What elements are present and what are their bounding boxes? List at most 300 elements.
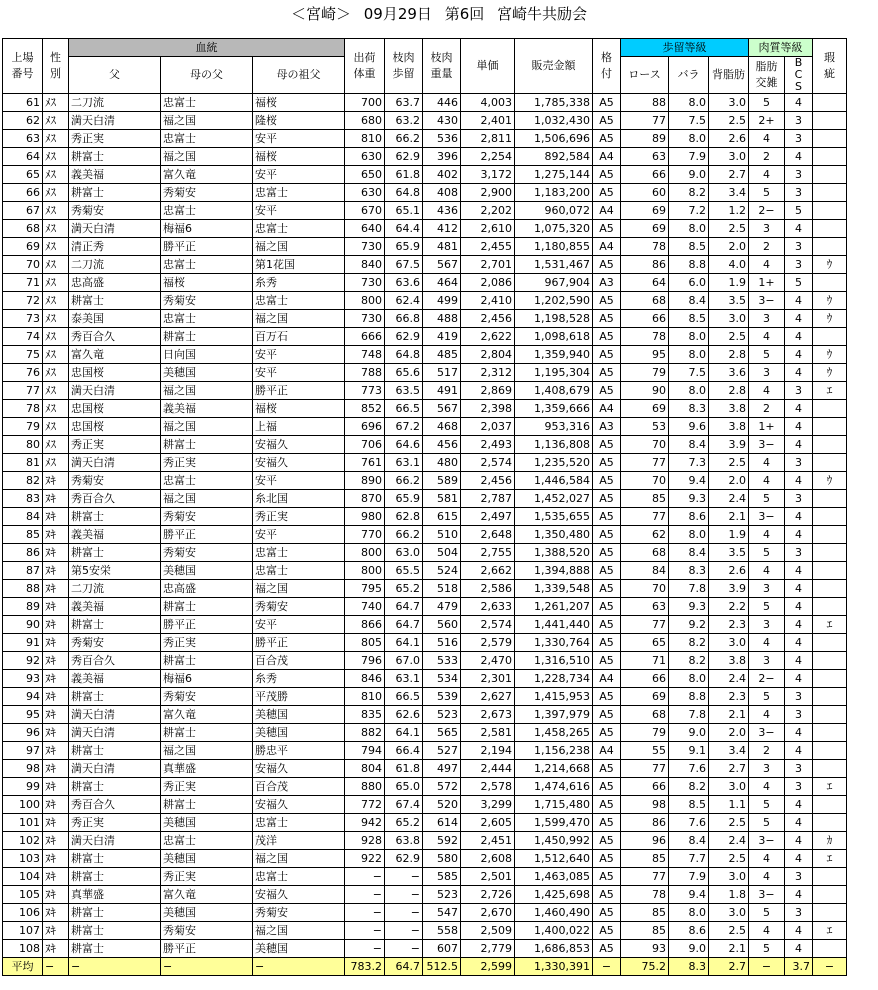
cell-defect — [813, 580, 847, 598]
cell-dam-sire: 福之国 — [161, 112, 253, 130]
cell-sales: 1,330,764 — [515, 634, 593, 652]
cell-sales: 1,075,320 — [515, 220, 593, 238]
cell-rib-eye: 79 — [621, 724, 669, 742]
cell-dam-grandsire: 安平 — [253, 472, 345, 490]
cell-grade: A5 — [593, 832, 621, 850]
cell-bcs: 3 — [785, 256, 813, 274]
cell-sales: 1,359,666 — [515, 400, 593, 418]
cell-live-weight: 706 — [345, 436, 385, 454]
cell-defect — [813, 112, 847, 130]
table-row — [3, 868, 847, 886]
cell-live-weight: 630 — [345, 148, 385, 166]
cell-dam-grandsire: 安福久 — [253, 796, 345, 814]
cell-carcass-weight: 480 — [423, 454, 461, 472]
cell-sex: ﾇｷ — [43, 598, 69, 616]
cell-dam-grandsire: 糸秀 — [253, 274, 345, 292]
cell-carcass-weight: 567 — [423, 400, 461, 418]
cell-live-weight: 942 — [345, 814, 385, 832]
cell-sex: ﾒｽ — [43, 274, 69, 292]
cell-lot: 82 — [3, 472, 43, 490]
cell-back-fat: 3.0 — [709, 634, 749, 652]
cell-rib-thick: 7.8 — [669, 580, 709, 598]
cell-dam-grandsire: 美穂国 — [253, 724, 345, 742]
cell-grade: A5 — [593, 184, 621, 202]
col-lot: 上場 番号 — [3, 39, 43, 94]
cell-dam-grandsire: 安平 — [253, 202, 345, 220]
cell-marbling: 3− — [749, 832, 785, 850]
cell-back-fat: 3.0 — [709, 310, 749, 328]
cell-sales: 1,275,144 — [515, 166, 593, 184]
cell-live-weight: 800 — [345, 562, 385, 580]
cell-back-fat: 1.9 — [709, 526, 749, 544]
col-marbling: 脂肪 交雑 — [749, 57, 785, 94]
cell-bcs: 3 — [785, 490, 813, 508]
cell-rib-eye: 60 — [621, 184, 669, 202]
cell-grade: A5 — [593, 94, 621, 112]
avg-sire: − — [69, 958, 161, 976]
cell-marbling: 5 — [749, 184, 785, 202]
table-row — [3, 274, 847, 292]
cell-sex: ﾇｷ — [43, 652, 69, 670]
cell-sire: 秀百合久 — [69, 796, 161, 814]
cell-lot: 69 — [3, 238, 43, 256]
cell-defect — [813, 184, 847, 202]
cell-rib-thick: 7.9 — [669, 148, 709, 166]
cell-sales: 1,535,655 — [515, 508, 593, 526]
cell-dam-grandsire: 茂洋 — [253, 832, 345, 850]
cell-live-weight: 761 — [345, 454, 385, 472]
table-row — [3, 148, 847, 166]
cell-grade: A5 — [593, 490, 621, 508]
cell-live-weight: 730 — [345, 238, 385, 256]
cell-sire: 耕富士 — [69, 904, 161, 922]
cell-yield-pct: 62.9 — [385, 328, 423, 346]
cell-sex: ﾇｷ — [43, 706, 69, 724]
cell-live-weight: 928 — [345, 832, 385, 850]
cell-sales: 1,032,430 — [515, 112, 593, 130]
cell-dam-sire: 義美福 — [161, 400, 253, 418]
cell-unit-price: 2,455 — [461, 238, 515, 256]
cell-carcass-weight: 539 — [423, 688, 461, 706]
cell-rib-thick: 9.2 — [669, 616, 709, 634]
cell-carcass-weight: 607 — [423, 940, 461, 958]
cell-lot: 92 — [3, 652, 43, 670]
cell-yield-pct: − — [385, 886, 423, 904]
cell-sex: ﾇｷ — [43, 562, 69, 580]
cell-dam-sire: 秀菊安 — [161, 292, 253, 310]
col-defect: 瑕 疵 — [813, 39, 847, 94]
cell-live-weight: 880 — [345, 778, 385, 796]
average-row — [3, 958, 847, 976]
cell-live-weight: 795 — [345, 580, 385, 598]
cell-marbling: 4 — [749, 868, 785, 886]
cell-sire: 満天白清 — [69, 832, 161, 850]
table-row — [3, 652, 847, 670]
cell-defect — [813, 202, 847, 220]
cell-sales: 1,195,304 — [515, 364, 593, 382]
cell-sex: ﾇｷ — [43, 616, 69, 634]
cell-lot: 80 — [3, 436, 43, 454]
table-row — [3, 706, 847, 724]
table-body — [3, 94, 847, 976]
cell-sire: 秀正実 — [69, 436, 161, 454]
cell-bcs: 4 — [785, 634, 813, 652]
cell-dam-sire: 秀正実 — [161, 868, 253, 886]
cell-lot: 99 — [3, 778, 43, 796]
cell-back-fat: 1.8 — [709, 886, 749, 904]
cell-sire: 忠高盛 — [69, 274, 161, 292]
cell-marbling: 3− — [749, 436, 785, 454]
cell-defect — [813, 598, 847, 616]
cell-rib-eye: 93 — [621, 940, 669, 958]
cell-unit-price: 2,497 — [461, 508, 515, 526]
cell-rib-thick: 8.0 — [669, 328, 709, 346]
avg-carcass-weight: 512.5 — [423, 958, 461, 976]
cell-sales: 1,359,940 — [515, 346, 593, 364]
cell-lot: 105 — [3, 886, 43, 904]
cell-dam-grandsire: 福桜 — [253, 148, 345, 166]
cell-sex: ﾇｷ — [43, 580, 69, 598]
cell-dam-sire: 耕富士 — [161, 436, 253, 454]
avg-dam-sire: − — [161, 958, 253, 976]
cell-rib-thick: 7.7 — [669, 850, 709, 868]
cell-unit-price: 2,301 — [461, 670, 515, 688]
avg-back-fat: 2.7 — [709, 958, 749, 976]
cell-back-fat: 2.3 — [709, 688, 749, 706]
cell-dam-grandsire: 安福久 — [253, 436, 345, 454]
cell-sire: 秀菊安 — [69, 634, 161, 652]
table-row — [3, 670, 847, 688]
cell-carcass-weight: 572 — [423, 778, 461, 796]
cell-sales: 1,214,668 — [515, 760, 593, 778]
cell-marbling: 4 — [749, 454, 785, 472]
cell-unit-price: 2,610 — [461, 220, 515, 238]
cell-sire: 耕富士 — [69, 544, 161, 562]
table-row — [3, 940, 847, 958]
cell-live-weight: 810 — [345, 688, 385, 706]
cell-rib-eye: 62 — [621, 526, 669, 544]
cell-dam-grandsire: 美穂国 — [253, 940, 345, 958]
cell-sales: 1,202,590 — [515, 292, 593, 310]
cell-sex: ﾒｽ — [43, 310, 69, 328]
cell-dam-grandsire: 忠富士 — [253, 562, 345, 580]
table-row — [3, 202, 847, 220]
cell-back-fat: 2.5 — [709, 220, 749, 238]
table-row — [3, 778, 847, 796]
table-row — [3, 562, 847, 580]
cell-yield-pct: 63.8 — [385, 832, 423, 850]
cell-sex: ﾇｷ — [43, 688, 69, 706]
cell-back-fat: 3.6 — [709, 364, 749, 382]
cell-rib-eye: 69 — [621, 688, 669, 706]
cell-rib-eye: 69 — [621, 400, 669, 418]
cell-marbling: 4 — [749, 328, 785, 346]
cell-rib-thick: 7.5 — [669, 364, 709, 382]
cell-rib-eye: 77 — [621, 760, 669, 778]
cell-back-fat: 2.5 — [709, 814, 749, 832]
cell-carcass-weight: 592 — [423, 832, 461, 850]
cell-sire: 義美福 — [69, 598, 161, 616]
cell-sales: 1,350,480 — [515, 526, 593, 544]
cell-live-weight: 730 — [345, 274, 385, 292]
cell-unit-price: 2,755 — [461, 544, 515, 562]
cell-marbling: 4 — [749, 850, 785, 868]
cell-rib-eye: 65 — [621, 634, 669, 652]
table-row — [3, 112, 847, 130]
cell-unit-price: 2,586 — [461, 580, 515, 598]
cell-marbling: 4 — [749, 382, 785, 400]
col-dam-sire: 母の父 — [161, 57, 253, 94]
table-row — [3, 292, 847, 310]
cell-marbling: 3− — [749, 508, 785, 526]
cell-bcs: 4 — [785, 814, 813, 832]
cell-lot: 102 — [3, 832, 43, 850]
cell-marbling: 3 — [749, 220, 785, 238]
cell-live-weight: − — [345, 886, 385, 904]
cell-defect: ｳ — [813, 364, 847, 382]
cell-bcs: 4 — [785, 400, 813, 418]
cell-sire: 耕富士 — [69, 940, 161, 958]
cell-rib-eye: 71 — [621, 652, 669, 670]
cell-sex: ﾇｷ — [43, 814, 69, 832]
cell-dam-sire: 梅福6 — [161, 670, 253, 688]
cell-rib-eye: 63 — [621, 148, 669, 166]
cell-sire: 二刀流 — [69, 256, 161, 274]
cell-bcs: 4 — [785, 562, 813, 580]
cell-unit-price: 2,398 — [461, 400, 515, 418]
cell-lot: 88 — [3, 580, 43, 598]
avg-lot: 平均 — [3, 958, 43, 976]
cell-rib-thick: 8.4 — [669, 544, 709, 562]
cell-marbling: 3 — [749, 760, 785, 778]
cell-dam-grandsire: 勝平正 — [253, 634, 345, 652]
cell-rib-eye: 96 — [621, 832, 669, 850]
cell-yield-pct: 64.6 — [385, 436, 423, 454]
cell-yield-pct: 65.2 — [385, 814, 423, 832]
cell-bcs: 4 — [785, 922, 813, 940]
cell-live-weight: 650 — [345, 166, 385, 184]
cell-back-fat: 2.4 — [709, 832, 749, 850]
cell-lot: 62 — [3, 112, 43, 130]
cell-grade: A5 — [593, 472, 621, 490]
cell-bcs: 5 — [785, 274, 813, 292]
cell-yield-pct: 65.9 — [385, 238, 423, 256]
cell-bcs: 4 — [785, 346, 813, 364]
table-row — [3, 382, 847, 400]
cell-sex: ﾇｷ — [43, 760, 69, 778]
cell-bcs: 4 — [785, 418, 813, 436]
cell-sex: ﾒｽ — [43, 454, 69, 472]
cell-lot: 77 — [3, 382, 43, 400]
cell-live-weight: 835 — [345, 706, 385, 724]
cell-carcass-weight: 560 — [423, 616, 461, 634]
cell-rib-eye: 88 — [621, 94, 669, 112]
cell-lot: 95 — [3, 706, 43, 724]
cell-yield-pct: 63.1 — [385, 670, 423, 688]
cell-dam-sire: 耕富士 — [161, 652, 253, 670]
cell-carcass-weight: 488 — [423, 310, 461, 328]
cell-rib-thick: 7.5 — [669, 112, 709, 130]
cell-lot: 64 — [3, 148, 43, 166]
cell-grade: A4 — [593, 742, 621, 760]
cell-defect — [813, 490, 847, 508]
cell-unit-price: 2,202 — [461, 202, 515, 220]
cell-sales: 1,408,679 — [515, 382, 593, 400]
cell-sales: 1,415,953 — [515, 688, 593, 706]
cell-rib-eye: 85 — [621, 490, 669, 508]
cell-back-fat: 2.7 — [709, 166, 749, 184]
cell-sex: ﾒｽ — [43, 112, 69, 130]
cell-bcs: 4 — [785, 526, 813, 544]
cell-dam-sire: 真華盛 — [161, 760, 253, 778]
cell-grade: A4 — [593, 202, 621, 220]
cell-rib-thick: 9.3 — [669, 598, 709, 616]
cell-marbling: 3− — [749, 292, 785, 310]
cell-carcass-weight: 581 — [423, 490, 461, 508]
cell-rib-thick: 7.9 — [669, 868, 709, 886]
cell-rib-thick: 9.3 — [669, 490, 709, 508]
cell-dam-grandsire: 百合茂 — [253, 778, 345, 796]
cell-grade: A5 — [593, 436, 621, 454]
cell-live-weight: 800 — [345, 292, 385, 310]
cell-dam-sire: 忠富士 — [161, 130, 253, 148]
cell-back-fat: 2.6 — [709, 130, 749, 148]
cell-sales: 1,531,467 — [515, 256, 593, 274]
cell-unit-price: 2,493 — [461, 436, 515, 454]
cell-sales: 967,904 — [515, 274, 593, 292]
cell-dam-grandsire: 安平 — [253, 364, 345, 382]
cell-unit-price: 2,401 — [461, 112, 515, 130]
cell-back-fat: 3.4 — [709, 742, 749, 760]
cell-rib-eye: 68 — [621, 292, 669, 310]
cell-sales: 1,460,490 — [515, 904, 593, 922]
cell-lot: 79 — [3, 418, 43, 436]
cell-carcass-weight: 534 — [423, 670, 461, 688]
table-row — [3, 328, 847, 346]
cell-bcs: 3 — [785, 778, 813, 796]
cell-yield-pct: 64.1 — [385, 634, 423, 652]
cell-carcass-weight: 558 — [423, 922, 461, 940]
cell-sales: 1,715,480 — [515, 796, 593, 814]
cell-dam-grandsire: 安平 — [253, 130, 345, 148]
cell-yield-pct: 66.2 — [385, 526, 423, 544]
cell-marbling: 4 — [749, 526, 785, 544]
cell-unit-price: 2,470 — [461, 652, 515, 670]
cell-sire: 耕富士 — [69, 850, 161, 868]
cell-dam-grandsire: 福之国 — [253, 310, 345, 328]
cell-dam-sire: 秀菊安 — [161, 688, 253, 706]
cell-sex: ﾒｽ — [43, 400, 69, 418]
cell-grade: A5 — [593, 868, 621, 886]
cell-marbling: 4 — [749, 562, 785, 580]
cell-marbling: 5 — [749, 490, 785, 508]
cell-defect — [813, 670, 847, 688]
cell-yield-pct: 64.4 — [385, 220, 423, 238]
cell-unit-price: 2,605 — [461, 814, 515, 832]
col-sex: 性 別 — [43, 39, 69, 94]
cell-lot: 66 — [3, 184, 43, 202]
cell-live-weight: − — [345, 904, 385, 922]
cell-sex: ﾒｽ — [43, 148, 69, 166]
cell-sales: 1,441,440 — [515, 616, 593, 634]
cell-defect: ｴ — [813, 616, 847, 634]
cell-bcs: 4 — [785, 796, 813, 814]
cell-sales: 1,183,200 — [515, 184, 593, 202]
cell-grade: A5 — [593, 922, 621, 940]
cell-rib-eye: 77 — [621, 508, 669, 526]
cell-yield-pct: 65.1 — [385, 202, 423, 220]
cell-live-weight: − — [345, 940, 385, 958]
cell-bcs: 3 — [785, 688, 813, 706]
cell-yield-pct: 62.6 — [385, 706, 423, 724]
cell-dam-grandsire: 福桜 — [253, 94, 345, 112]
cell-back-fat: 2.0 — [709, 472, 749, 490]
cell-dam-grandsire: 福之国 — [253, 850, 345, 868]
cell-sire: 耕富士 — [69, 922, 161, 940]
cell-rib-thick: 8.8 — [669, 688, 709, 706]
table-row — [3, 904, 847, 922]
cell-defect: ｴ — [813, 382, 847, 400]
cell-grade: A5 — [593, 310, 621, 328]
cell-defect: ｳ — [813, 256, 847, 274]
cell-rib-thick: 7.8 — [669, 706, 709, 724]
cell-sire: 二刀流 — [69, 94, 161, 112]
cell-yield-pct: 63.5 — [385, 382, 423, 400]
cell-live-weight: 666 — [345, 328, 385, 346]
cell-defect — [813, 544, 847, 562]
cell-dam-grandsire: 福桜 — [253, 400, 345, 418]
cell-back-fat: 2.6 — [709, 562, 749, 580]
cell-lot: 75 — [3, 346, 43, 364]
cell-dam-sire: 勝平正 — [161, 940, 253, 958]
cell-dam-sire: 忠富士 — [161, 202, 253, 220]
cell-rib-thick: 8.2 — [669, 778, 709, 796]
cell-dam-sire: 耕富士 — [161, 724, 253, 742]
cell-live-weight: 890 — [345, 472, 385, 490]
cell-sales: 960,072 — [515, 202, 593, 220]
cell-defect: ｴ — [813, 922, 847, 940]
cell-dam-sire: 富久竜 — [161, 166, 253, 184]
cell-unit-price: 2,037 — [461, 418, 515, 436]
table-row — [3, 454, 847, 472]
cell-sales: 1,506,696 — [515, 130, 593, 148]
cell-live-weight: 805 — [345, 634, 385, 652]
cell-sex: ﾇｷ — [43, 796, 69, 814]
cell-defect — [813, 724, 847, 742]
cell-rib-thick: 6.0 — [669, 274, 709, 292]
cell-marbling: 1+ — [749, 418, 785, 436]
cell-dam-grandsire: 上福 — [253, 418, 345, 436]
cell-yield-pct: 66.4 — [385, 742, 423, 760]
table-row — [3, 796, 847, 814]
col-sire: 父 — [69, 57, 161, 94]
cell-dam-grandsire: 忠富士 — [253, 868, 345, 886]
cell-marbling: 4 — [749, 256, 785, 274]
cell-unit-price: 3,299 — [461, 796, 515, 814]
cell-sales: 1,388,520 — [515, 544, 593, 562]
cell-sex: ﾇｷ — [43, 868, 69, 886]
cell-grade: A5 — [593, 724, 621, 742]
cell-carcass-weight: 565 — [423, 724, 461, 742]
cell-bcs: 4 — [785, 472, 813, 490]
cell-yield-pct: 61.8 — [385, 166, 423, 184]
cell-dam-sire: 福之国 — [161, 148, 253, 166]
cell-lot: 85 — [3, 526, 43, 544]
cell-sex: ﾇｷ — [43, 472, 69, 490]
table-row — [3, 346, 847, 364]
cell-dam-grandsire: 安平 — [253, 616, 345, 634]
cell-bcs: 4 — [785, 616, 813, 634]
